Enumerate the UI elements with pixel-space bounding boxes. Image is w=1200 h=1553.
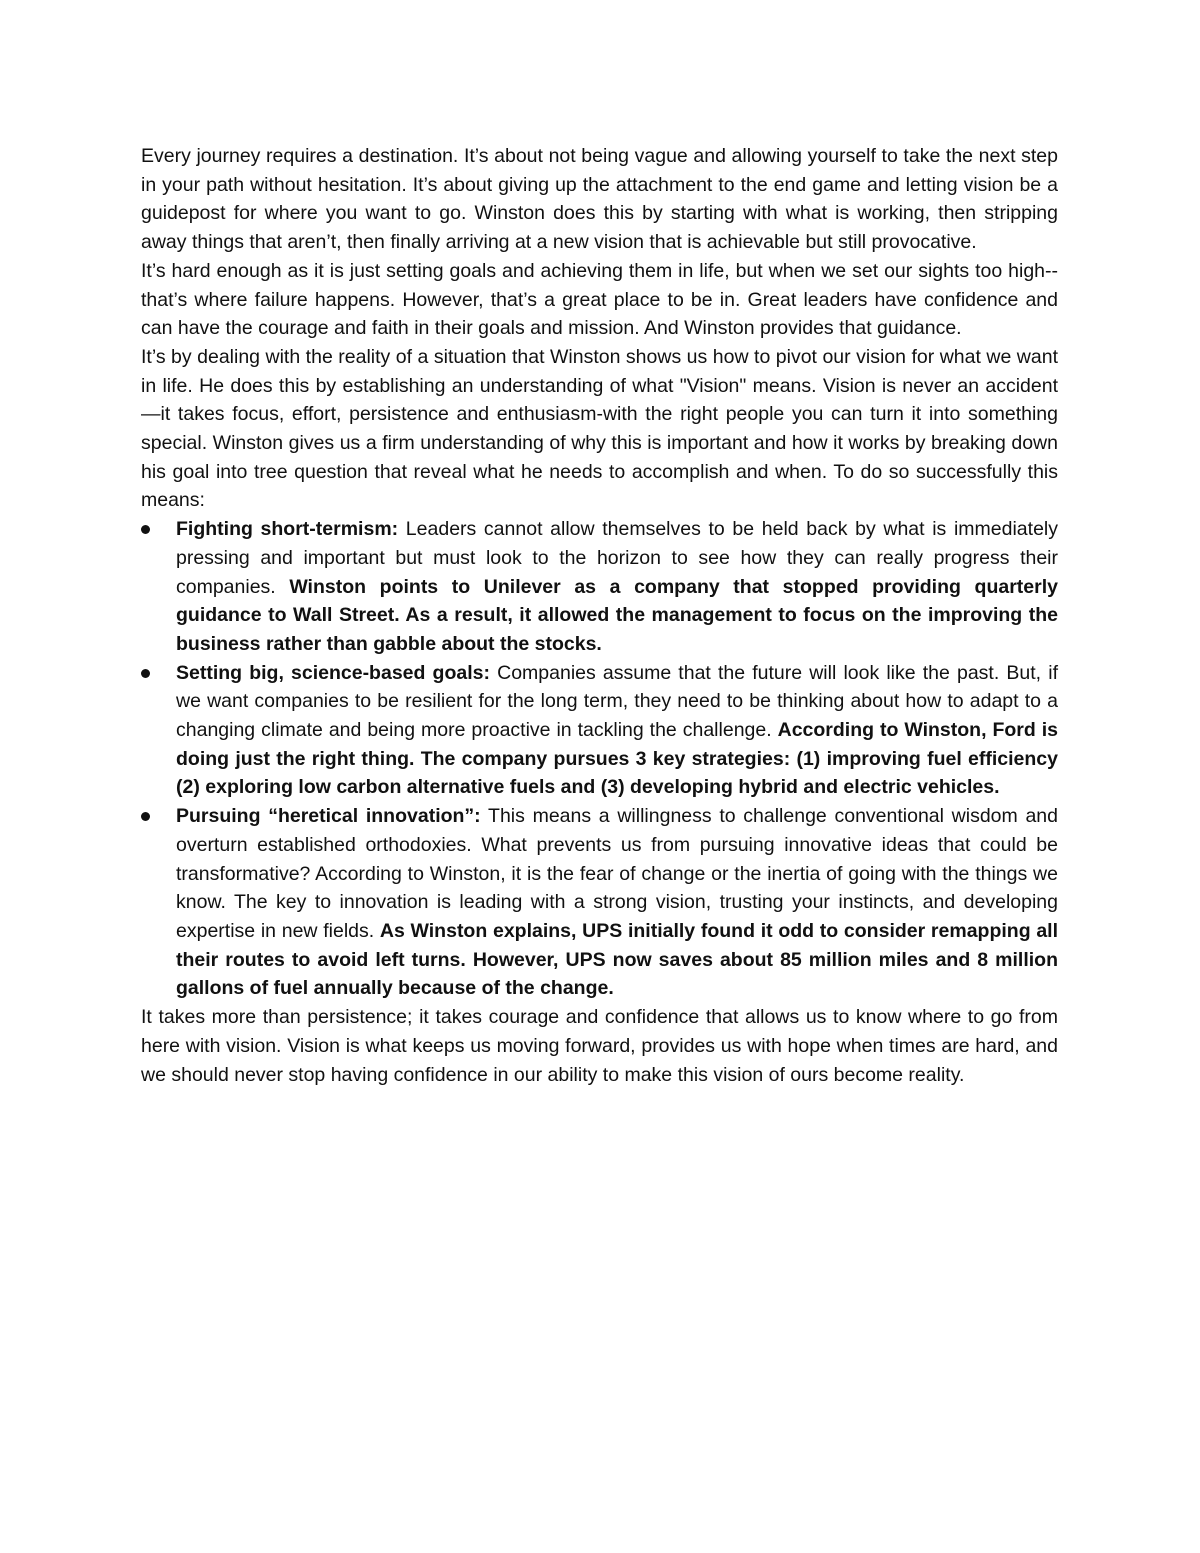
bullet-text: Leaders cannot allow themselves to be held back by what is immediately pressing and important but must look to the horizon to see how they can really progress their companies. [176, 518, 1058, 598]
bullet-heading: Fighting short-termism: [176, 518, 399, 541]
paragraph-intro-2: It’s hard enough as it is just setting goals and achieving them in life, but when we set our sights too high--that’s where failure happens. However, that’s a great place to be in. Great leaders have confidence and can have the courage and faith in their goals and mission. And Winston provides that guidance. [141, 259, 1058, 340]
bullet-heading: Setting big, science-based goals: [176, 661, 490, 684]
bullet-bold-text: Winston points to Unilever as a company that stopped providing quarterly guidance to Wall Street. As a result, it allowed the management to focus on the improving the business rather than gabble about the stocks. [176, 575, 1058, 655]
paragraph-closing: It takes more than persistence; it takes courage and confidence that allows us to know where to go from here with vision. Vision is what keeps us moving forward, provides us with hope when times are hard, and we should never stop having confidence in our ability to make this vision of ours become reality. [141, 1006, 1058, 1086]
bullet-dot-icon [141, 669, 150, 678]
bullet-bold-text: According to Winston, Ford is doing just the right thing. The company pursues 3 key strategies: (1) improving fuel efficiency (2) exploring low carbon alternative fuels and (3) developing hybrid and electric vehicles. [176, 719, 1058, 799]
bullet-heading: Pursuing “heretical innovation”: [176, 805, 481, 828]
bullet-dot-icon [141, 525, 150, 534]
bullet-list [141, 515, 1058, 1003]
document-body [141, 142, 1058, 1089]
bullet-text: This means a willingness to challenge conventional wisdom and overturn established orthodoxies. What prevents us from pursuing innovative ideas that could be transformative? According to Winston, it is the fear of change or the inertia of going with the things we know. The key to innovation is leading with a strong vision, trusting your instincts, and developing expertise in new fields. [176, 805, 1058, 942]
bullet-bold-text: As Winston explains, UPS initially found it odd to consider remapping all their routes to avoid left turns. However, UPS now saves about 85 million miles and 8 million gallons of fuel annually because of the change. [176, 919, 1058, 1000]
paragraph-intro-3: It’s by dealing with the reality of a situation that Winston shows us how to pivot our vision for what we want in life. He does this by establishing an understanding of what "Vision" means. Vision is never an accident—it takes focus, effort, persistence and enthusiasm-with the right people you can turn it into something special. Winston gives us a firm understanding of why this is important and how it works by breaking down his goal into tree question that reveal what he needs to accomplish and when. To do so successfully this means: [141, 345, 1058, 512]
bullet-item-short-termism [141, 515, 1058, 659]
bullet-text: Companies assume that the future will look like the past. But, if we want companies to be resilient for the long term, they need to be thinking about how to adapt to a changing climate and being more proactive in tackling the challenge. [176, 661, 1058, 742]
bullet-item-heretical-innovation [141, 802, 1058, 1003]
paragraph-intro-1: Every journey requires a destination. It’s about not being vague and allowing yourself to take the next step in your path without hesitation. It’s about giving up the attachment to the end game and letting vision be a guidepost for where you want to go. Winston does this by starting with what is working, then stripping away things that aren’t, then finally arriving at a new vision that is achievable but still provocative. [141, 145, 1058, 254]
bullet-dot-icon [141, 812, 150, 821]
bullet-item-science-goals [141, 659, 1058, 803]
